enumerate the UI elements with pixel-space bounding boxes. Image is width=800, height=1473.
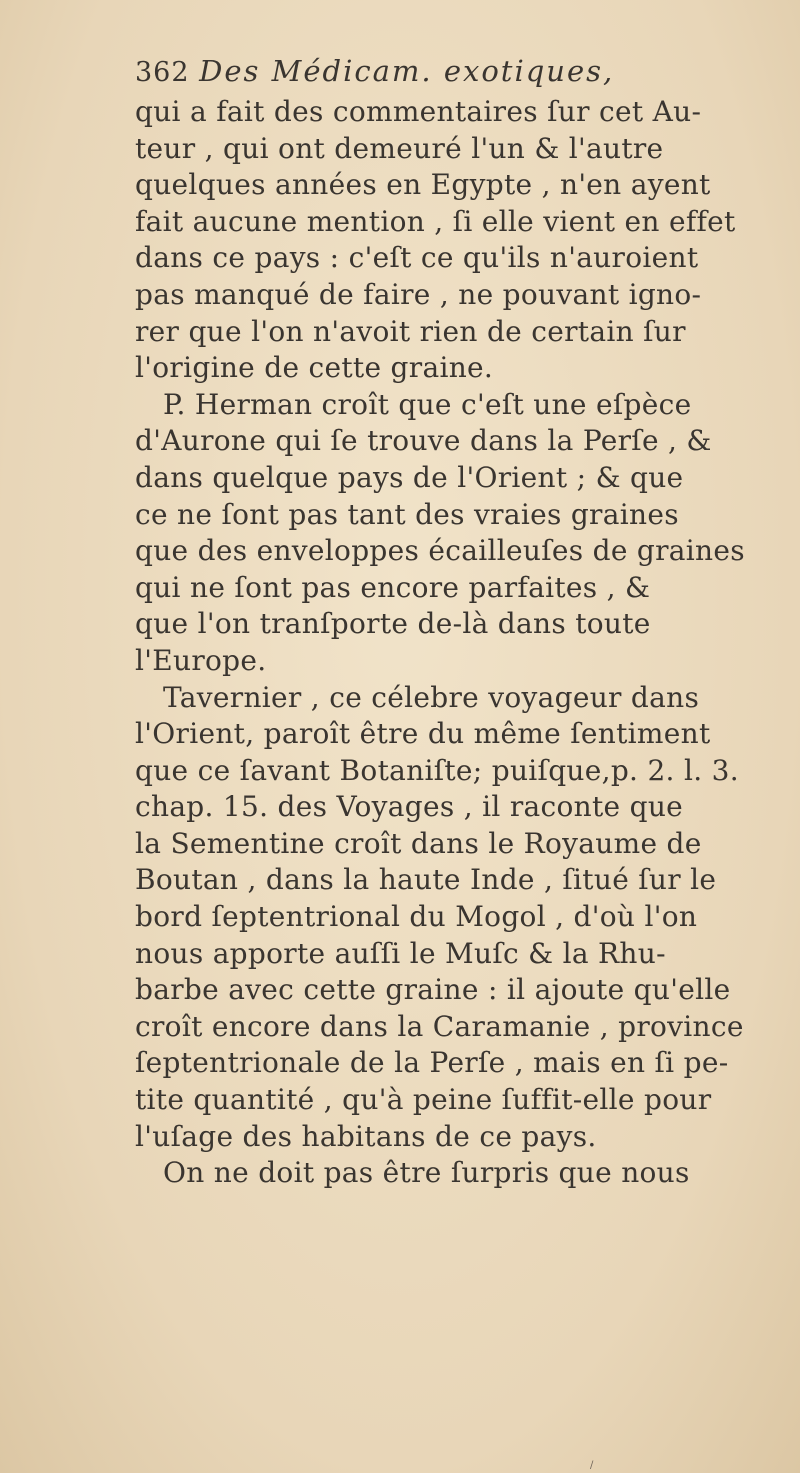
body-text — [135, 94, 775, 1192]
text-line: qui a fait des commentaires ſur cet Au- — [135, 95, 702, 128]
book-page — [135, 48, 775, 1192]
page-mark: / — [590, 1460, 594, 1471]
text-line: Tavernier , ce célebre voyageur dans — [163, 680, 700, 714]
text-line: croît encore dans la Caramanie , province — [135, 1009, 744, 1043]
text-line: rer que l'on n'avoit rien de certain ſur — [135, 314, 686, 348]
text-line: nous apporte auſſi le Muſc & la Rhu- — [135, 936, 666, 970]
text-line: dans ce pays : c'eſt ce qu'ils n'auroient — [135, 241, 699, 275]
text-line: Boutan , dans la haute Inde , ſitué ſur le — [135, 863, 717, 897]
text-line: tite quantité , qu'à peine ſuffit-elle pour — [135, 1083, 712, 1117]
running-header — [135, 48, 775, 94]
running-title: Des Médicam. exotiques, — [199, 54, 615, 88]
text-line: que l'on tranſporte de-là dans toute — [135, 607, 651, 641]
text-line: On ne doit pas être ſurpris que nous — [163, 1156, 690, 1190]
page-number: 362 — [135, 57, 190, 88]
text-line: l'Europe. — [135, 643, 267, 677]
text-line: qui ne ſont pas encore parfaites , & — [135, 570, 651, 604]
text-line: pas manqué de faire , ne pouvant igno- — [135, 277, 702, 311]
text-line: fait aucune mention , ſi elle vient en effet — [135, 204, 736, 238]
text-line: que ce ſavant Botaniſte; puiſque,p. 2. l. 3. — [135, 753, 739, 787]
text-line: la Sementine croît dans le Royaume de — [135, 826, 702, 860]
text-line: ce ne ſont pas tant des vraies graines — [135, 497, 679, 531]
text-line: l'origine de cette graine. — [135, 351, 494, 385]
text-line: que des enveloppes écailleuſes de graines — [135, 534, 745, 568]
text-line: quelques années en Egypte , n'en ayent — [135, 168, 711, 202]
text-line: bord ſeptentrional du Mogol , d'où l'on — [135, 900, 698, 934]
text-line: P. Herman croît que c'eſt une eſpèce — [163, 387, 692, 421]
text-line: ſeptentrionale de la Perſe , mais en ſi pe- — [135, 1046, 729, 1080]
text-line: d'Aurone qui ſe trouve dans la Perſe , & — [135, 424, 712, 458]
text-line: barbe avec cette graine : il ajoute qu'elle — [135, 973, 731, 1007]
text-line: l'uſage des habitans de ce pays. — [135, 1119, 597, 1153]
text-line: l'Orient, paroît être du même ſentiment — [135, 717, 711, 751]
text-line: chap. 15. des Voyages , il raconte que — [135, 790, 684, 824]
text-line: teur , qui ont demeuré l'un & l'autre — [135, 131, 664, 165]
text-line: dans quelque pays de l'Orient ; & que — [135, 460, 684, 494]
